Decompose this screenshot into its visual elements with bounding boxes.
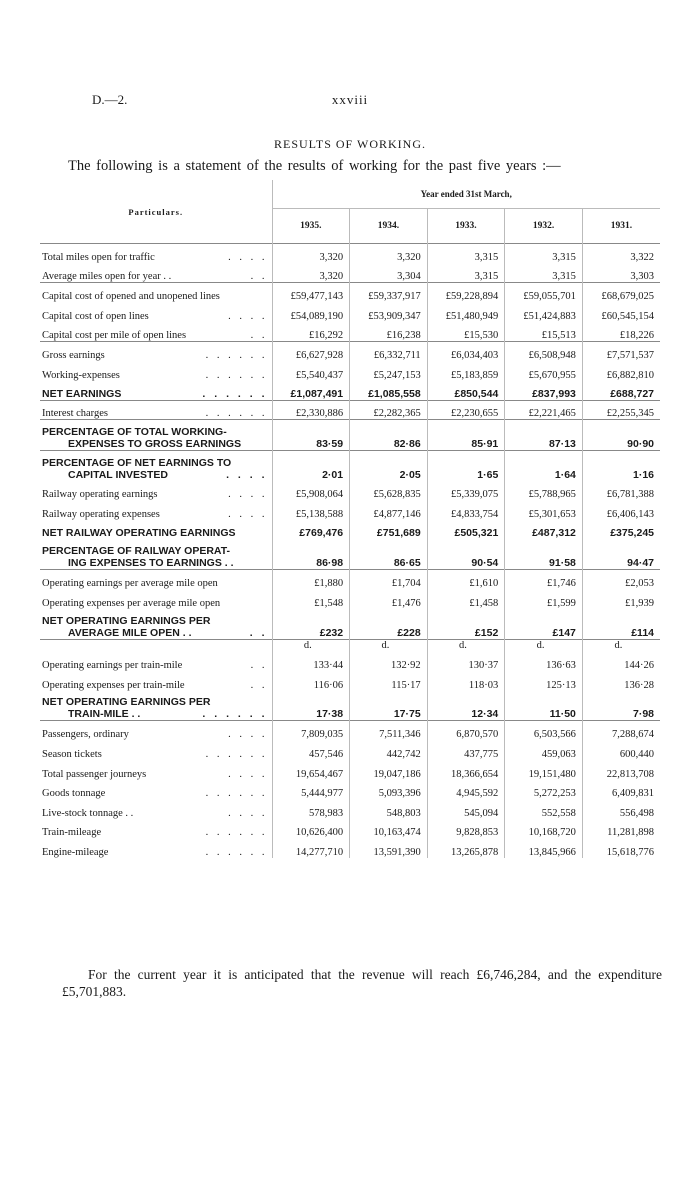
value-cell: 3,320 [350, 244, 428, 264]
table-row [40, 322, 660, 342]
row-label [40, 244, 272, 264]
value-cell: 85·91 [427, 420, 505, 450]
table-row [40, 721, 660, 741]
value-cell: 12·34 [427, 691, 505, 721]
row-label-text: PERCENTAGE OF TOTAL WORKING- [42, 425, 227, 438]
value-cell: 10,163,474 [350, 819, 428, 839]
value-cell: £15,530 [427, 322, 505, 342]
leader-dots: . . . . . . [202, 708, 268, 721]
value-cell: 22,813,708 [582, 760, 660, 780]
value-cell: 6,870,570 [427, 721, 505, 741]
value-cell: £1,610 [427, 570, 505, 590]
value-cell: 91·58 [505, 539, 583, 569]
value-cell: 437,775 [427, 740, 505, 760]
value-cell: 4,945,592 [427, 780, 505, 800]
value-cell: £232 [272, 609, 350, 639]
value-cell: £1,087,491 [272, 381, 350, 401]
table-row [40, 780, 660, 800]
value-cell: 600,440 [582, 740, 660, 760]
table-row [40, 283, 660, 303]
value-cell: 7,809,035 [272, 721, 350, 741]
value-cell: £1,085,558 [350, 381, 428, 401]
leader-dots: . . . . . . [205, 408, 268, 420]
unit-label: d. [582, 639, 660, 651]
value-cell: £850,544 [427, 381, 505, 401]
row-label [40, 361, 272, 381]
value-cell: 548,803 [350, 799, 428, 819]
value-cell: 18,366,654 [427, 760, 505, 780]
value-cell: 7,288,674 [582, 721, 660, 741]
value-cell: 14,277,710 [272, 838, 350, 858]
results-table [40, 180, 660, 858]
value-cell: £1,599 [505, 589, 583, 609]
row-label [40, 819, 272, 839]
table-row [40, 500, 660, 520]
row-label-text: TRAIN-MILE . . [68, 708, 141, 721]
row-label-text: NET RAILWAY OPERATING EARNINGS [42, 527, 236, 540]
year-header: 1935. [272, 209, 350, 244]
value-cell: £505,321 [427, 520, 505, 540]
value-cell: £59,228,894 [427, 283, 505, 303]
table-row [40, 539, 660, 569]
row-label [40, 322, 272, 342]
year-header: 1931. [582, 209, 660, 244]
table-row [40, 838, 660, 858]
value-cell: £487,312 [505, 520, 583, 540]
row-label [40, 570, 272, 590]
value-cell: £15,513 [505, 322, 583, 342]
value-cell: £1,548 [272, 589, 350, 609]
value-cell: £7,571,537 [582, 341, 660, 361]
value-cell: 115·17 [350, 671, 428, 691]
value-cell: 3,315 [427, 244, 505, 264]
row-label [40, 341, 272, 361]
row-label [40, 283, 272, 303]
row-label [40, 691, 272, 721]
table-row [40, 450, 660, 480]
value-cell: 7·98 [582, 691, 660, 721]
value-cell: 118·03 [427, 671, 505, 691]
row-label [40, 500, 272, 520]
value-cell: 11,281,898 [582, 819, 660, 839]
row-label-text: Passengers, ordinary [42, 729, 129, 741]
page-reference: D.—2. [92, 92, 128, 107]
value-cell: 457,546 [272, 740, 350, 760]
value-cell: 1·65 [427, 450, 505, 480]
value-cell: £5,628,835 [350, 481, 428, 501]
table-row [40, 263, 660, 283]
table-row [40, 481, 660, 501]
particulars-header: Particulars. [128, 206, 184, 217]
value-cell: 10,626,400 [272, 819, 350, 839]
row-label-text: ING EXPENSES TO EARNINGS . . [68, 557, 234, 570]
row-label [40, 420, 272, 450]
table-row [40, 244, 660, 264]
value-cell: 552,558 [505, 799, 583, 819]
row-label [40, 838, 272, 858]
row-label-text: Goods tonnage [42, 788, 106, 800]
footer-note [62, 966, 662, 1000]
value-cell: 144·26 [582, 651, 660, 671]
row-label-text: Operating earnings per average mile open [42, 578, 218, 590]
row-label-text: Capital cost of opened and unopened lines [42, 291, 220, 303]
value-cell: £18,226 [582, 322, 660, 342]
value-cell: £751,689 [350, 520, 428, 540]
value-cell: £2,330,886 [272, 400, 350, 420]
leader-dots: . . . . [228, 310, 268, 322]
value-cell: 136·28 [582, 671, 660, 691]
row-label-text: Capital cost per mile of open lines [42, 329, 187, 341]
value-cell: £1,880 [272, 570, 350, 590]
value-cell: 116·06 [272, 671, 350, 691]
value-cell: 3,322 [582, 244, 660, 264]
leader-dots: . . . . [228, 508, 268, 520]
value-cell: 132·92 [350, 651, 428, 671]
value-cell: £4,877,146 [350, 500, 428, 520]
value-cell: £5,788,965 [505, 481, 583, 501]
leader-dots: . . [250, 679, 268, 691]
leader-dots: . . [250, 659, 268, 671]
table-row [40, 361, 660, 381]
value-cell: 19,151,480 [505, 760, 583, 780]
value-cell: 13,265,878 [427, 838, 505, 858]
value-cell: £1,458 [427, 589, 505, 609]
value-cell: 19,654,467 [272, 760, 350, 780]
value-cell: £5,670,955 [505, 361, 583, 381]
intro-text: The following is a statement of the results of working for the past five years :— [68, 158, 561, 174]
table-row [40, 589, 660, 609]
value-cell: 5,272,253 [505, 780, 583, 800]
leader-dots: . . . . [228, 729, 268, 741]
value-cell: 556,498 [582, 799, 660, 819]
row-label-text: Average miles open for year . . [42, 271, 172, 283]
value-cell: 130·37 [427, 651, 505, 671]
row-label [40, 721, 272, 741]
value-cell: 3,315 [505, 244, 583, 264]
value-cell: £1,939 [582, 589, 660, 609]
value-cell: 2·01 [272, 450, 350, 480]
table-row [40, 609, 660, 639]
unit-label: d. [427, 639, 505, 651]
value-cell: £16,292 [272, 322, 350, 342]
value-cell: 1·16 [582, 450, 660, 480]
row-label-text: PERCENTAGE OF RAILWAY OPERAT- [42, 545, 231, 558]
unit-label: d. [350, 639, 428, 651]
value-cell: £6,627,928 [272, 341, 350, 361]
value-cell: 5,093,396 [350, 780, 428, 800]
leader-dots: . . . . . . [205, 369, 268, 381]
row-label [40, 780, 272, 800]
value-cell: 545,094 [427, 799, 505, 819]
section-title: RESULTS OF WORKING. [273, 137, 427, 151]
row-label [40, 520, 272, 540]
table-row [40, 570, 660, 590]
row-label-text: NET OPERATING EARNINGS PER [42, 696, 211, 709]
table-row [40, 341, 660, 361]
row-label [40, 539, 272, 569]
table-row [40, 420, 660, 450]
leader-dots: . . . . [226, 468, 268, 481]
value-cell: £2,255,345 [582, 400, 660, 420]
leader-dots: . . . . . . [205, 749, 268, 761]
value-cell: £6,508,948 [505, 341, 583, 361]
value-cell: £5,301,653 [505, 500, 583, 520]
leader-dots: . . . . . . [202, 387, 268, 400]
value-cell: 136·63 [505, 651, 583, 671]
value-cell: £5,908,064 [272, 481, 350, 501]
leader-dots: . . . . [228, 489, 268, 501]
row-label [40, 481, 272, 501]
value-cell: £59,337,917 [350, 283, 428, 303]
row-label-text: Operating expenses per average mile open [42, 597, 221, 609]
value-cell: £51,480,949 [427, 302, 505, 322]
row-label-text: Engine-mileage [42, 847, 109, 859]
value-cell: 125·13 [505, 671, 583, 691]
value-cell: £54,089,190 [272, 302, 350, 322]
value-cell: £1,746 [505, 570, 583, 590]
value-cell: 15,618,776 [582, 838, 660, 858]
unit-label: d. [272, 639, 350, 651]
table-row [40, 691, 660, 721]
table-row [40, 520, 660, 540]
table-row [40, 400, 660, 420]
value-cell: 133·44 [272, 651, 350, 671]
value-cell: £6,882,810 [582, 361, 660, 381]
value-cell: 83·59 [272, 420, 350, 450]
value-cell: 3,320 [272, 263, 350, 283]
table-row [40, 302, 660, 322]
value-cell: 94·47 [582, 539, 660, 569]
row-label-text: Season tickets [42, 749, 102, 761]
row-label-text: CAPITAL INVESTED [68, 468, 168, 481]
row-label-text: Railway operating earnings [42, 489, 158, 501]
value-cell: 3,315 [505, 263, 583, 283]
value-cell: 2·05 [350, 450, 428, 480]
value-cell: £5,540,437 [272, 361, 350, 381]
value-cell: 13,845,966 [505, 838, 583, 858]
row-label-text: Interest charges [42, 408, 108, 420]
year-group-header: Year ended 31st March, [272, 180, 660, 209]
value-cell: 442,742 [350, 740, 428, 760]
leader-dots: . . [250, 271, 268, 283]
value-cell: £837,993 [505, 381, 583, 401]
row-label [40, 302, 272, 322]
value-cell: £1,476 [350, 589, 428, 609]
value-cell: £5,183,859 [427, 361, 505, 381]
value-cell: 13,591,390 [350, 838, 428, 858]
value-cell: £6,034,403 [427, 341, 505, 361]
value-cell: 82·86 [350, 420, 428, 450]
value-cell: 11·50 [505, 691, 583, 721]
row-label-text: NET EARNINGS [42, 387, 122, 400]
row-label-text: Railway operating expenses [42, 508, 160, 520]
leader-dots: . . [249, 626, 268, 639]
row-label [40, 799, 272, 819]
value-cell: 3,315 [427, 263, 505, 283]
value-cell: 3,303 [582, 263, 660, 283]
value-cell: £51,424,883 [505, 302, 583, 322]
value-cell: 1·64 [505, 450, 583, 480]
year-header: 1933. [427, 209, 505, 244]
year-header: 1932. [505, 209, 583, 244]
value-cell: 7,511,346 [350, 721, 428, 741]
leader-dots: . . . . . . [205, 847, 268, 859]
row-label [40, 651, 272, 671]
row-label-text: NET OPERATING EARNINGS PER [42, 614, 211, 627]
row-label-text: Gross earnings [42, 350, 105, 362]
row-label [40, 740, 272, 760]
leader-dots: . . . . [228, 807, 268, 819]
value-cell: 10,168,720 [505, 819, 583, 839]
page-number: xxviii [331, 92, 369, 107]
year-header: 1934. [350, 209, 428, 244]
row-label-text: AVERAGE MILE OPEN . . [68, 626, 192, 639]
table-row [40, 651, 660, 671]
leader-dots: . . . . . . [205, 350, 268, 362]
value-cell: 90·90 [582, 420, 660, 450]
leader-dots: . . . . . . [205, 788, 268, 800]
value-cell: £4,833,754 [427, 500, 505, 520]
row-label-text: PERCENTAGE OF NET EARNINGS TO [42, 456, 232, 469]
value-cell: £1,704 [350, 570, 428, 590]
leader-dots: . . . . . . [205, 827, 268, 839]
value-cell: 87·13 [505, 420, 583, 450]
value-cell: £5,247,153 [350, 361, 428, 381]
row-label [40, 400, 272, 420]
leader-dots: . . [250, 329, 268, 341]
row-label [40, 589, 272, 609]
value-cell: £114 [582, 609, 660, 639]
value-cell: £5,138,588 [272, 500, 350, 520]
table-row [40, 381, 660, 401]
leader-dots: . . . . [228, 768, 268, 780]
row-label [40, 450, 272, 480]
value-cell: £6,781,388 [582, 481, 660, 501]
row-label [40, 609, 272, 639]
value-cell: 3,320 [272, 244, 350, 264]
table-row [40, 671, 660, 691]
value-cell: £59,477,143 [272, 283, 350, 303]
row-label-text: Train-mileage [42, 827, 102, 839]
value-cell: £152 [427, 609, 505, 639]
row-label-text: Capital cost of open lines [42, 310, 149, 322]
value-cell: £5,339,075 [427, 481, 505, 501]
value-cell: 90·54 [427, 539, 505, 569]
value-cell: £375,245 [582, 520, 660, 540]
value-cell: £59,055,701 [505, 283, 583, 303]
row-label [40, 671, 272, 691]
value-cell: 17·75 [350, 691, 428, 721]
row-label-text: Total passenger journeys [42, 768, 147, 780]
row-label [40, 381, 272, 401]
value-cell: £228 [350, 609, 428, 639]
row-label-text: Live-stock tonnage . . [42, 807, 134, 819]
value-cell: £688,727 [582, 381, 660, 401]
value-cell: 459,063 [505, 740, 583, 760]
value-cell: £68,679,025 [582, 283, 660, 303]
row-label-text: Total miles open for traffic [42, 252, 155, 264]
value-cell: £147 [505, 609, 583, 639]
row-label [40, 760, 272, 780]
value-cell: 6,409,831 [582, 780, 660, 800]
value-cell: £2,053 [582, 570, 660, 590]
value-cell: £769,476 [272, 520, 350, 540]
value-cell: 19,047,186 [350, 760, 428, 780]
value-cell: 9,828,853 [427, 819, 505, 839]
value-cell: 86·65 [350, 539, 428, 569]
table-row [40, 819, 660, 839]
row-label-text: EXPENSES TO GROSS EARNINGS [68, 437, 242, 450]
value-cell: £60,545,154 [582, 302, 660, 322]
row-label [40, 263, 272, 283]
value-cell: £16,238 [350, 322, 428, 342]
leader-dots: . . . . [228, 252, 268, 264]
value-cell: £53,909,347 [350, 302, 428, 322]
row-label-text: Operating earnings per train-mile [42, 659, 183, 671]
table-row [40, 760, 660, 780]
value-cell: 578,983 [272, 799, 350, 819]
unit-label: d. [505, 639, 583, 651]
value-cell: 86·98 [272, 539, 350, 569]
value-cell: 3,304 [350, 263, 428, 283]
value-cell: 5,444,977 [272, 780, 350, 800]
value-cell: 6,503,566 [505, 721, 583, 741]
value-cell: 17·38 [272, 691, 350, 721]
table-row [40, 799, 660, 819]
table-row [40, 740, 660, 760]
value-cell: £2,221,465 [505, 400, 583, 420]
row-label-text: Operating expenses per train-mile [42, 679, 185, 691]
row-label-text: Working-expenses [42, 369, 120, 381]
value-cell: £6,332,711 [350, 341, 428, 361]
footer-text: For the current year it is anticipated that the revenue will reach £6,746,284, and the expenditure £5,701,883. [62, 967, 662, 999]
value-cell: £6,406,143 [582, 500, 660, 520]
value-cell: £2,282,365 [350, 400, 428, 420]
value-cell: £2,230,655 [427, 400, 505, 420]
